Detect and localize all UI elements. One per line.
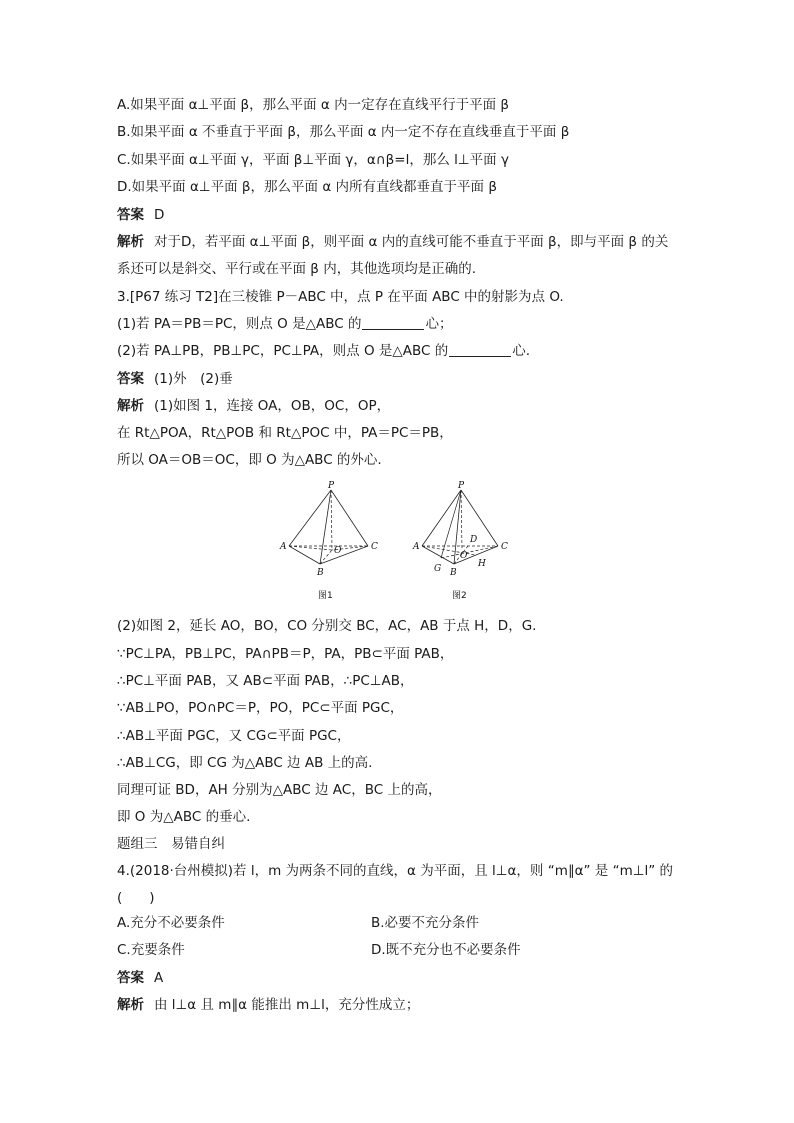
q3-part1-text: (1)若 PA＝PB＝PC，则点 O 是△ABC 的 [117,316,362,332]
fig1-label-o: O [334,546,342,556]
fig2-label-a: A [413,542,420,552]
figure-1 [279,481,378,601]
fig2-label-c: C [501,542,508,552]
q3-part2-suffix: 心. [512,343,531,359]
fig1-label-b: B [317,568,324,578]
q3-part2-text: (2)若 PA⊥PB，PB⊥PC，PC⊥PA，则点 O 是△ABC 的 [117,343,449,359]
q3-proof-line4: ∵AB⊥PO，PO∩PC＝P，PO，PC⊂平面 PGC， [117,700,404,716]
q2-option-c: C.如果平面 α⊥平面 γ，平面 β⊥平面 γ，α∩β=l，那么 l⊥平面 γ [117,152,509,168]
q3-part1-suffix: 心； [425,316,453,332]
answer-value: D [154,207,165,223]
fill-blank [449,344,511,357]
fig1-label-p: P [328,481,335,491]
fig2-label-b: B [450,568,457,578]
analysis-label: 解析 [117,398,144,414]
q3-analysis-line2: 在 Rt△POA，Rt△POB 和 Rt△POC 中，PA＝PC＝PB， [117,425,453,441]
q3-proof-line2: ∵PC⊥PA，PB⊥PC，PA∩PB＝P，PA，PB⊂平面 PAB， [117,646,454,662]
q3-analysis-line1 [117,397,390,415]
q3-proof-line5: ∴AB⊥平面 PGC，又 CG⊂平面 PGC， [117,728,351,744]
pyramid-figures [276,478,516,606]
fig1-label-c: C [371,542,378,552]
fig1-caption: 图1 [318,591,333,601]
q3-part2 [117,342,530,360]
q3-proof-line8: 即 O 为△ABC 的垂心. [117,809,251,825]
pyramid-diagrams-svg [276,478,516,606]
q3-answer [117,370,233,388]
fig2-label-p: P [458,481,465,491]
analysis-text: 对于D，若平面 α⊥平面 β，则平面 α 内的直线可能不垂直于平面 β，即与平面 β 的关 [154,234,669,250]
fig2-label-d: D [470,535,478,545]
q2-answer [117,206,164,224]
q4-option-b: B.必要不充分条件 [371,915,480,931]
answer-value: A [154,970,164,986]
q3-analysis-line3: 所以 OA＝OB＝OC，即 O 为△ABC 的外心. [117,452,382,468]
q3-proof-line1: (2)如图 2，延长 AO，BO，CO 分别交 BC，AC，AB 于点 H，D，G. [117,618,537,634]
analysis-text: 由 l⊥α 且 m∥α 能推出 m⊥l，充分性成立； [154,997,420,1013]
q4-analysis-line1 [117,996,419,1014]
q3-proof-line3: ∴PC⊥平面 PAB，又 AB⊂平面 PAB，∴PC⊥AB， [117,673,414,689]
q4-option-d: D.既不充分也不必要条件 [371,942,521,958]
analysis-label: 解析 [117,997,144,1013]
group3-title: 题组三 易错自纠 [117,836,225,852]
fig1-label-a: A [280,542,287,552]
q3-stem: 3.[P67 练习 T2]在三棱锥 P－ABC 中，点 P 在平面 ABC 中的射影为点 O. [117,289,564,305]
q4-stem-line1: 4.(2018·台州模拟)若 l，m 为两条不同的直线，α 为平面，且 l⊥α，则 “m∥α” 是 “m⊥l” 的 [117,863,674,879]
q4-option-c: C.充要条件 [117,942,185,958]
analysis-label: 解析 [117,234,144,250]
q3-proof-line7: 同理可证 BD，AH 分别为△ABC 边 AC，BC 上的高， [117,782,442,798]
fig2-caption: 图2 [452,591,467,601]
q4-answer [117,969,163,987]
q2-option-a: A.如果平面 α⊥平面 β，那么平面 α 内一定存在直线平行于平面 β [117,97,510,113]
q2-analysis-line1 [117,233,668,251]
fill-blank [362,317,424,330]
q3-proof-line6: ∴AB⊥CG，即 CG 为△ABC 边 AB 上的高. [117,755,373,771]
q3-part1 [117,315,452,333]
answer-label: 答案 [117,371,144,387]
analysis-text: (1)如图 1，连接 OA，OB，OC，OP， [154,398,391,414]
q2-option-d: D.如果平面 α⊥平面 β，那么平面 α 内所有直线都垂直于平面 β [117,179,497,195]
fig2-label-h: H [478,559,486,569]
q4-options-row1 [117,914,225,932]
q2-option-b: B.如果平面 α 不垂直于平面 β，那么平面 α 内一定不存在直线垂直于平面 β [117,124,570,140]
fig2-label-g: G [434,564,442,574]
figure-2 [412,481,508,601]
answer-label: 答案 [117,970,144,986]
answer-value: (1)外 (2)垂 [154,371,233,387]
q4-stem-line2: ( ) [117,890,155,906]
q4-options-row2 [117,941,185,959]
fig2-label-o: O [460,551,468,561]
q4-option-a: A.充分不必要条件 [117,915,225,931]
q2-analysis-line2: 系还可以是斜交、平行或在平面 β 内，其他选项均是正确的. [117,261,476,277]
answer-label: 答案 [117,207,144,223]
